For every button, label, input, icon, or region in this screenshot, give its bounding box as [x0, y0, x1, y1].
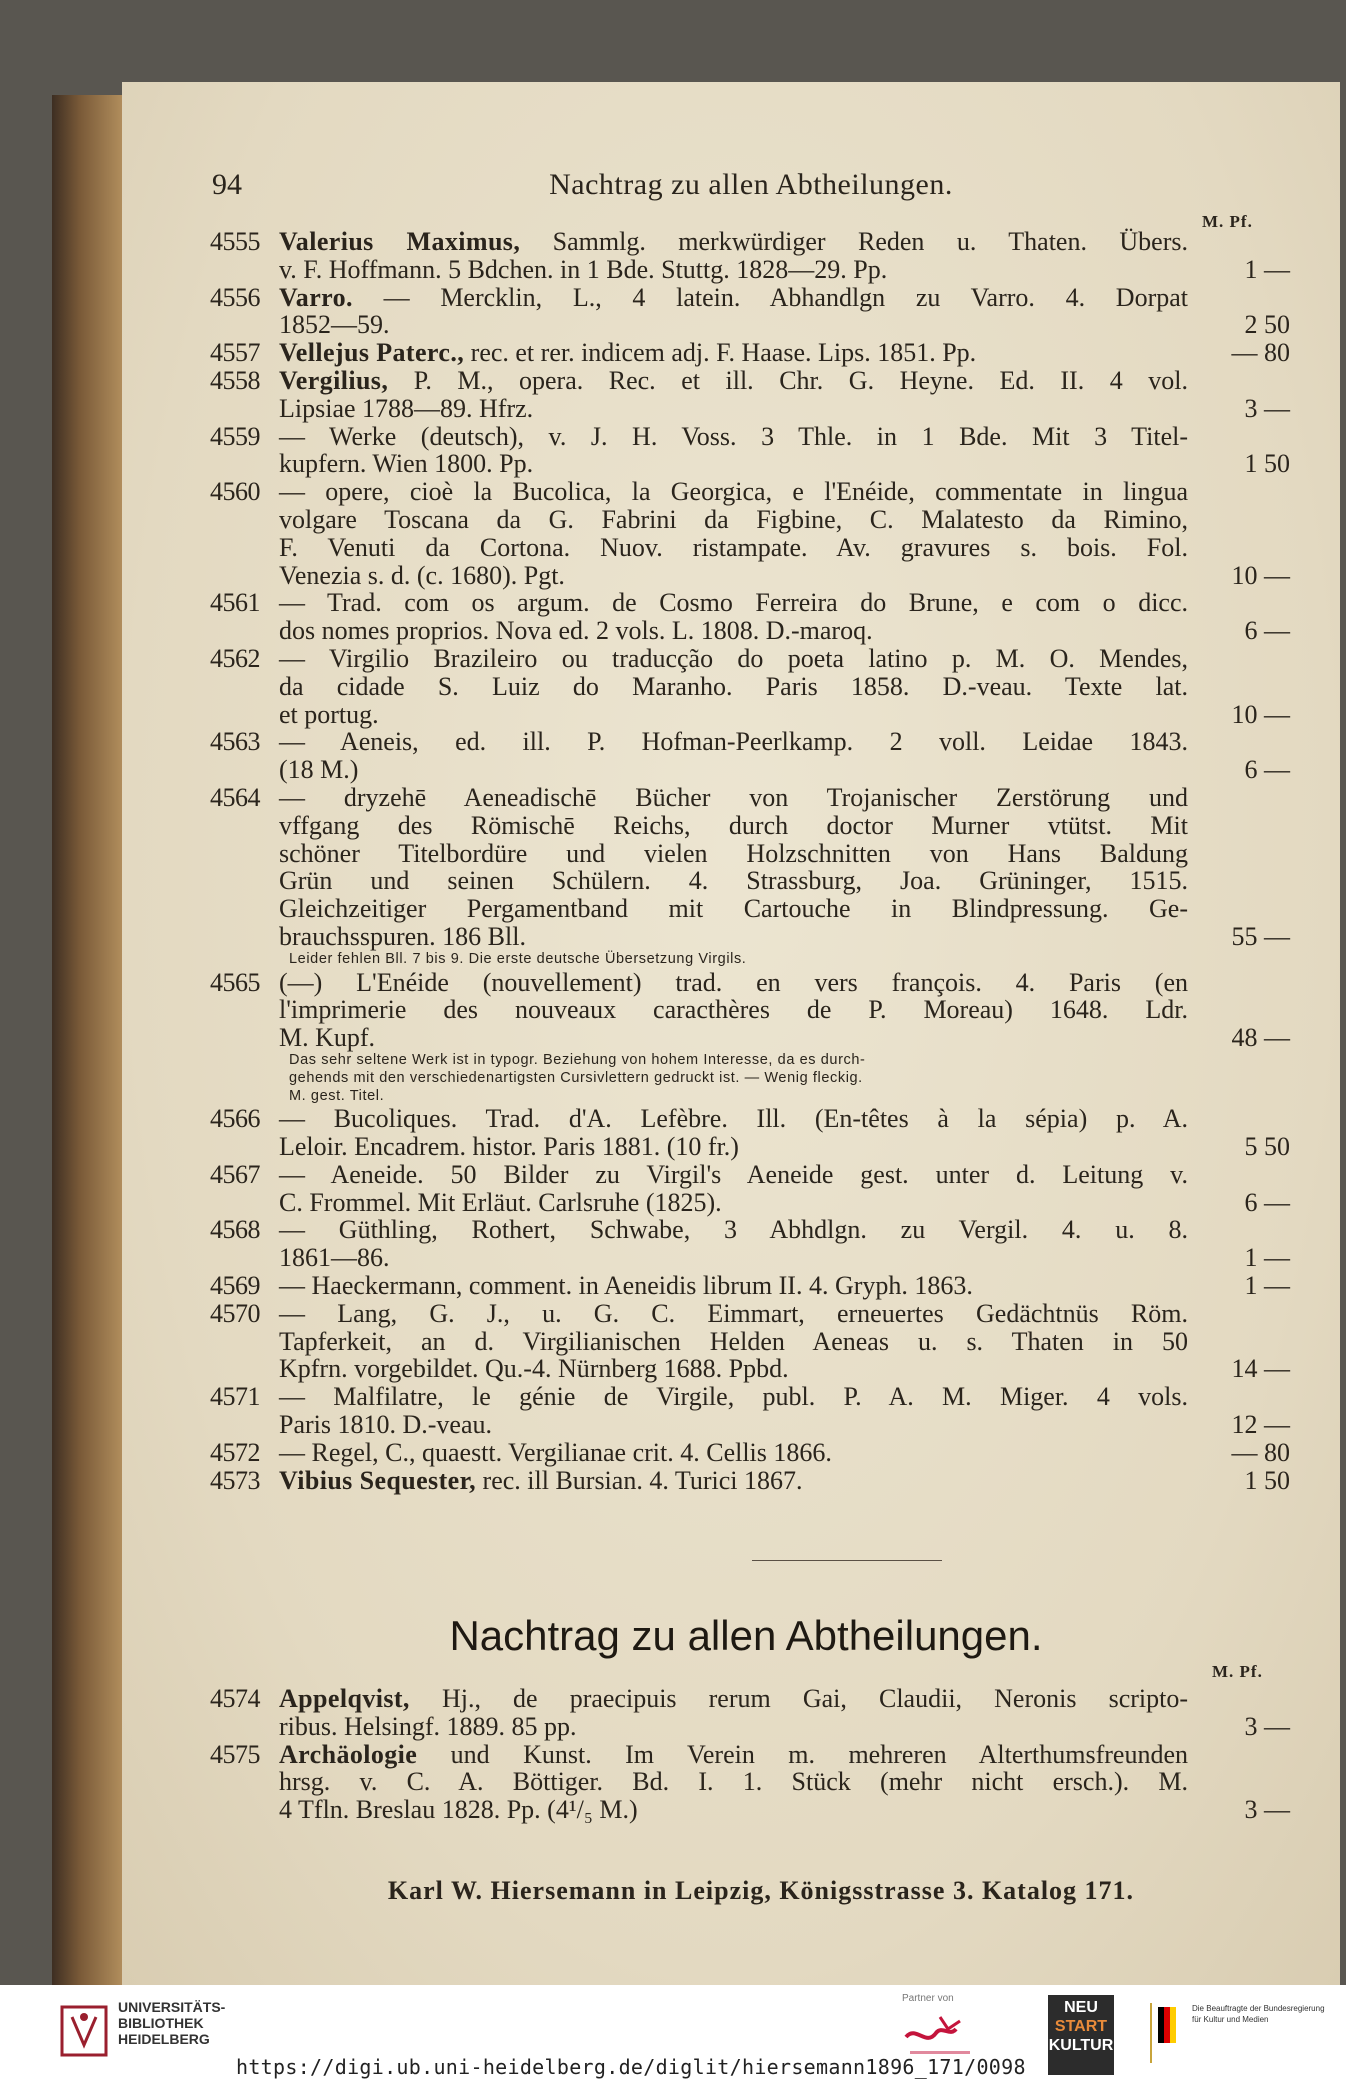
- entry-description: M. Kupf.: [279, 1023, 376, 1053]
- book-page-edges: [52, 95, 122, 1985]
- entry-line: [279, 1133, 1290, 1161]
- entry-description: F. Venuti da Cortona. Nuov. ristampate. Av. gravures s. bois. Fol.: [279, 532, 1188, 562]
- library-name-line: HEIDELBERG: [118, 2031, 210, 2047]
- entry-line-text: [279, 701, 1188, 729]
- entry-description: C. Frommel. Mit Erläut. Carlsruhe (1825).: [279, 1187, 722, 1217]
- catalog-entry: [210, 367, 1290, 423]
- entry-line: [279, 1467, 1290, 1495]
- entry-number: 4566: [210, 1104, 260, 1134]
- entry-note-line: Das sehr seltene Werk ist in typogr. Beziehung von hohem Interesse, da es durch-: [289, 1051, 866, 1068]
- neustart-kultur-logo[interactable]: [1048, 1995, 1114, 2075]
- publisher-footer: Karl W. Hiersemann in Leipzig, Königsstrasse 3. Katalog 171.: [387, 1876, 1135, 1905]
- entry-text: [279, 589, 1290, 645]
- entry-description: und Kunst. Im Verein m. mehreren Alterthumsfreunden: [417, 1739, 1188, 1769]
- entry-headword: Vellejus Paterc.,: [279, 338, 465, 368]
- entry-description: 4 Tfln. Breslau 1828. Pp. (4¹/₅ M.): [279, 1795, 638, 1825]
- entry-headword: Vibius Sequester,: [279, 1465, 477, 1495]
- entry-line: [279, 367, 1290, 395]
- currency-header: M. Pf.: [1202, 212, 1253, 231]
- entry-number: 4575: [210, 1739, 260, 1769]
- entry-line: [279, 1328, 1290, 1356]
- entry-line-text: [279, 367, 1188, 395]
- entry-text: [279, 478, 1290, 589]
- entry-list: [210, 228, 1290, 1494]
- entry-line: [279, 1161, 1290, 1189]
- entry-description: dos nomes proprios. Nova ed. 2 vols. L. 1808. D.-maroq.: [279, 616, 873, 646]
- entry-description: (—) L'Enéide (nouvellement) trad. en vers françois. 4. Paris (en: [279, 967, 1188, 997]
- entry-line-text: [279, 784, 1188, 812]
- entry-line: [279, 589, 1290, 617]
- entry-note-line: gehends mit den verschiedenartigsten Cursivlettern gedruckt ist. — Wenig fleckig.: [289, 1069, 863, 1086]
- entry-description: (18 M.): [279, 755, 359, 785]
- entry-line: [279, 969, 1290, 997]
- entry-line: [279, 923, 1290, 951]
- entry-description: P. M., opera. Rec. et ill. Chr. G. Heyne. Ed. II. 4 vol.: [388, 365, 1188, 395]
- entry-price: 1 —: [1244, 254, 1290, 284]
- entry-description: hrsg. v. C. A. Böttiger. Bd. I. 1. Stück (mehr nicht ersch.). M.: [279, 1767, 1188, 1797]
- entry-line: [279, 645, 1290, 673]
- entry-description: — Regel, C., quaestt. Vergilianae crit. 4. Cellis 1866.: [279, 1437, 832, 1467]
- catalog-entry: [210, 284, 1290, 340]
- entry-number: 4561: [210, 588, 260, 618]
- entry-price: 6 —: [1244, 755, 1290, 785]
- entry-text: [279, 728, 1290, 784]
- entry-line-text: [279, 534, 1188, 562]
- entry-price: 3 —: [1244, 1795, 1290, 1825]
- catalog-entry: [210, 1272, 1290, 1300]
- entry-number: 4568: [210, 1215, 260, 1245]
- entry-description: Leloir. Encadrem. histor. Paris 1881. (10 fr.): [279, 1132, 739, 1162]
- catalog-entry: [210, 1216, 1290, 1272]
- section-currency-header: M. Pf.: [1212, 1662, 1263, 1681]
- entry-line-text: [279, 1105, 1188, 1133]
- entry-line: [279, 1411, 1290, 1439]
- entry-line: [279, 228, 1290, 256]
- entry-number: 4574: [210, 1684, 260, 1713]
- entry-headword: Archäologie: [279, 1739, 418, 1769]
- entry-line-text: [279, 996, 1188, 1024]
- catalog-entry: [210, 969, 1290, 1106]
- entry-line: [279, 1105, 1290, 1133]
- entry-line-text: [279, 756, 1188, 784]
- entry-description: — Malfilatre, le génie de Virgile, publ. P. A. M. Miger. 4 vols.: [279, 1382, 1188, 1412]
- entry-line-text: [279, 1189, 1188, 1217]
- entry-text: [279, 284, 1290, 340]
- entry-price: 55 —: [1231, 921, 1290, 951]
- entry-price: 6 —: [1244, 1187, 1290, 1217]
- entry-price: 1 50: [1244, 1465, 1290, 1495]
- entry-number: 4573: [210, 1465, 260, 1495]
- entry-price: — 80: [1231, 338, 1290, 368]
- entry-line: [279, 1024, 1290, 1052]
- entry-price: 1 50: [1244, 449, 1290, 479]
- entry-description: Gleichzeitiger Pergamentband mit Cartouche in Blindpressung. Ge-: [279, 894, 1188, 924]
- entry-description: — Trad. com os argum. de Cosmo Ferreira do Brune, e com o dicc.: [279, 588, 1188, 618]
- entry-line-text: [279, 506, 1188, 534]
- entry-price: 12 —: [1231, 1410, 1290, 1440]
- entry-description: — Werke (deutsch), v. J. H. Voss. 3 Thle. in 1 Bde. Mit 3 Titel-: [279, 421, 1188, 451]
- entry-note: [279, 951, 1290, 969]
- entry-text: [279, 1685, 1290, 1741]
- entry-line: [279, 756, 1290, 784]
- entry-line: [279, 728, 1290, 756]
- entry-line-text: [279, 1768, 1188, 1796]
- entry-line: [279, 617, 1290, 645]
- entry-number: 4571: [210, 1382, 260, 1412]
- catalog-entry: [210, 1300, 1290, 1383]
- entry-description: volgare Toscana da G. Fabrini da Figbine, C. Malatesto da Rimino,: [279, 504, 1188, 534]
- entry-text: [279, 423, 1290, 479]
- entry-text: [279, 339, 1290, 367]
- entry-line-text: [279, 1300, 1188, 1328]
- entry-line: [279, 812, 1290, 840]
- entry-description: l'imprimerie des nouveaux caracthères de P. Moreau) 1648. Ldr.: [279, 995, 1188, 1025]
- entry-description: Kpfrn. vorgebildet. Qu.-4. Nürnberg 1688. Ppbd.: [279, 1354, 789, 1384]
- entry-number: 4558: [210, 365, 260, 395]
- entry-price: 3 —: [1244, 1711, 1290, 1741]
- entry-line: [279, 1189, 1290, 1217]
- entry-price: 6 —: [1244, 616, 1290, 646]
- entry-text: [279, 1216, 1290, 1272]
- entry-line-text: [279, 1355, 1188, 1383]
- catalog-entry: [210, 423, 1290, 479]
- entry-number: 4564: [210, 782, 260, 812]
- neustart-line: KULTUR: [1048, 2037, 1114, 2054]
- entry-line-text: [279, 895, 1188, 923]
- entry-line-text: [279, 1244, 1188, 1272]
- entry-description: Venezia s. d. (c. 1680). Pgt.: [279, 560, 565, 590]
- entry-line-text: [279, 339, 1188, 367]
- catalog-entry: [210, 228, 1290, 284]
- neustart-line: START: [1054, 2018, 1108, 2035]
- entry-text: [279, 228, 1290, 284]
- entry-note-line: M. gest. Titel.: [289, 1087, 385, 1104]
- entry-number: 4555: [210, 227, 260, 256]
- page-number: 94: [212, 168, 242, 201]
- entry-line: [279, 1272, 1290, 1300]
- federal-eagle-icon: [1158, 2007, 1184, 2043]
- entry-line-text: [279, 311, 1188, 339]
- entry-number: 4572: [210, 1437, 260, 1467]
- running-head: Nachtrag zu allen Abtheilungen.: [549, 168, 953, 201]
- entry-line-text: [279, 1713, 1188, 1741]
- entry-headword: Varro.: [279, 282, 353, 312]
- section-divider: [752, 1560, 942, 1561]
- entry-line-text: [279, 1328, 1188, 1356]
- entry-price: 14 —: [1231, 1354, 1290, 1384]
- entry-line-text: [279, 923, 1188, 951]
- entry-description: — Aeneide. 50 Bilder zu Virgil's Aeneide gest. unter d. Leitung v.: [279, 1159, 1188, 1189]
- entry-note: [279, 1052, 1290, 1105]
- entry-text: [279, 784, 1290, 969]
- entry-line-text: [279, 645, 1188, 673]
- entry-line-text: [279, 812, 1188, 840]
- catalog-entry: [210, 1383, 1290, 1439]
- entry-number: 4570: [210, 1298, 260, 1328]
- entry-description: et portug.: [279, 699, 379, 729]
- entry-line-text: [279, 1272, 1188, 1300]
- entry-line-text: [279, 840, 1188, 868]
- entry-line: [279, 895, 1290, 923]
- entry-number: 4567: [210, 1159, 260, 1189]
- entry-number: 4556: [210, 282, 260, 312]
- entry-text: [279, 1439, 1290, 1467]
- entry-line: [279, 701, 1290, 729]
- entry-line: [279, 562, 1290, 590]
- entry-description: rec. et rer. indicem adj. F. Haase. Lips. 1851. Pp.: [464, 338, 977, 368]
- catalog-entry: [210, 784, 1290, 969]
- entry-number: 4563: [210, 727, 260, 757]
- ddb-logo-icon[interactable]: [900, 2007, 980, 2062]
- entry-description: — Virgilio Brazileiro ou traducção do poeta latino p. M. O. Mendes,: [279, 643, 1188, 673]
- catalog-entry: [210, 1685, 1290, 1741]
- entry-description: — Mercklin, L., 4 latein. Abhandlgn zu Varro. 4. Dorpat: [352, 282, 1188, 312]
- catalog-entry: [210, 645, 1290, 728]
- entry-line-text: [279, 284, 1188, 312]
- entry-price: 10 —: [1231, 560, 1290, 590]
- digitization-bar: [0, 1985, 1346, 2081]
- partner-label: Partner von: [902, 1993, 954, 2004]
- entry-line-text: [279, 1467, 1188, 1495]
- entry-line: [279, 1768, 1290, 1796]
- catalog-entry: [210, 1161, 1290, 1217]
- entry-description: ribus. Helsingf. 1889. 85 pp.: [279, 1711, 577, 1741]
- entry-price: 1 —: [1244, 1271, 1290, 1301]
- entry-description: Paris 1810. D.-veau.: [279, 1410, 493, 1440]
- entry-price: 5 50: [1244, 1132, 1290, 1162]
- entry-line: [279, 867, 1290, 895]
- entry-line: [279, 840, 1290, 868]
- entry-line-text: [279, 1216, 1188, 1244]
- entry-line-text: [279, 478, 1188, 506]
- entry-description: v. F. Hoffmann. 5 Bdchen. in 1 Bde. Stuttg. 1828—29. Pp.: [279, 254, 888, 284]
- entry-line: [279, 284, 1290, 312]
- catalog-entry: [210, 478, 1290, 589]
- entry-line: [279, 996, 1290, 1024]
- entry-line: [279, 1685, 1290, 1713]
- section-entry-list: [210, 1685, 1290, 1824]
- entry-line-text: [279, 228, 1188, 256]
- entry-price: 1 —: [1244, 1243, 1290, 1273]
- entry-line: [279, 1383, 1290, 1411]
- university-seal-icon: [58, 2003, 110, 2059]
- entry-text: [279, 1383, 1290, 1439]
- entry-description: 1861—86.: [279, 1243, 390, 1273]
- section-title: Nachtrag zu allen Abtheilungen.: [449, 1612, 1043, 1659]
- entry-description: schöner Titelbordüre und vielen Holzschnitten von Hans Baldung: [279, 838, 1188, 868]
- library-name[interactable]: [118, 1999, 225, 2047]
- entry-line-text: [279, 1439, 1188, 1467]
- entry-description: Grün und seinen Schülern. 4. Strassburg, Joa. Grüninger, 1515.: [279, 866, 1188, 896]
- entry-line-text: [279, 1133, 1188, 1161]
- neustart-line: NEU: [1064, 1999, 1098, 2016]
- entry-text: [279, 367, 1290, 423]
- entry-number: 4562: [210, 643, 260, 673]
- entry-note-line: Leider fehlen Bll. 7 bis 9. Die erste deutsche Übersetzung Virgils.: [289, 950, 747, 967]
- entry-description: Hj., de praecipuis rerum Gai, Claudii, Neronis scripto-: [409, 1684, 1188, 1713]
- catalog-page: [122, 82, 1340, 1985]
- entry-line-text: [279, 673, 1188, 701]
- entry-line-text: [279, 969, 1188, 997]
- entry-line-text: [279, 1741, 1188, 1769]
- entry-line-text: [279, 423, 1188, 451]
- entry-text: [279, 1300, 1290, 1383]
- entry-line: [279, 339, 1290, 367]
- entry-price: — 80: [1231, 1437, 1290, 1467]
- entry-text: [279, 969, 1290, 1106]
- entry-text: [279, 1467, 1290, 1495]
- entry-line-text: [279, 256, 1188, 284]
- catalog-entry: [210, 339, 1290, 367]
- catalog-entry: [210, 728, 1290, 784]
- entry-line-text: [279, 1161, 1188, 1189]
- entry-line-text: [279, 728, 1188, 756]
- entry-description: Lipsiae 1788—89. Hfrz.: [279, 393, 534, 423]
- entry-description: rec. ill Bursian. 4. Turici 1867.: [476, 1465, 803, 1495]
- entry-headword: Valerius Maximus,: [279, 227, 521, 256]
- entry-description: — Bucoliques. Trad. d'A. Lefèbre. Ill. (En-têtes à la sépia) p. A.: [279, 1104, 1188, 1134]
- entry-line: [279, 784, 1290, 812]
- entry-price: 48 —: [1231, 1023, 1290, 1053]
- entry-text: [279, 645, 1290, 728]
- entry-price: 3 —: [1244, 393, 1290, 423]
- entry-text: [279, 1161, 1290, 1217]
- entry-line-text: [279, 1411, 1188, 1439]
- entry-number: 4565: [210, 967, 260, 997]
- catalog-entry: [210, 1105, 1290, 1161]
- entry-line-text: [279, 1383, 1188, 1411]
- entry-description: brauchsspuren. 186 Bll.: [279, 921, 526, 951]
- catalog-entry: [210, 1467, 1290, 1495]
- entry-description: — opere, cioè la Bucolica, la Georgica, e l'Enéide, commentate in lingua: [279, 477, 1188, 507]
- entry-line: [279, 1741, 1290, 1769]
- entry-line-text: [279, 1685, 1188, 1713]
- entry-description: vffgang des Römischē Reichs, durch doctor Murner vtütst. Mit: [279, 810, 1188, 840]
- entry-line: [279, 1796, 1290, 1824]
- entry-line-text: [279, 589, 1188, 617]
- bkm-line: für Kultur und Medien: [1192, 2015, 1269, 2024]
- catalog-entry: [210, 1439, 1290, 1467]
- entry-description: — Güthling, Rothert, Schwabe, 3 Abhdlgn. zu Vergil. 4. u. 8.: [279, 1215, 1188, 1245]
- entry-text: [279, 1272, 1290, 1300]
- entry-line: [279, 1439, 1290, 1467]
- entry-description: kupfern. Wien 1800. Pp.: [279, 449, 534, 479]
- entry-line: [279, 395, 1290, 423]
- entry-line: [279, 478, 1290, 506]
- entry-price: 10 —: [1231, 699, 1290, 729]
- entry-line-text: [279, 562, 1188, 590]
- entry-line-text: [279, 1024, 1188, 1052]
- entry-line-text: [279, 1796, 1188, 1824]
- entry-description: — dryzehē Aeneadischē Bücher von Trojanischer Zerstörung und: [279, 782, 1188, 812]
- entry-line: [279, 1713, 1290, 1741]
- entry-line: [279, 1216, 1290, 1244]
- entry-description: Tapferkeit, an d. Virgilianischen Helden Aeneas u. s. Thaten in 50: [279, 1326, 1188, 1356]
- entry-line-text: [279, 450, 1188, 478]
- entry-description: 1852—59.: [279, 310, 390, 340]
- entry-line: [279, 534, 1290, 562]
- entry-line: [279, 673, 1290, 701]
- entry-headword: Appelqvist,: [279, 1684, 410, 1713]
- entry-line: [279, 256, 1290, 284]
- entry-description: — Aeneis, ed. ill. P. Hofman-Peerlkamp. 2 voll. Leidae 1843.: [279, 727, 1188, 757]
- entry-number: 4560: [210, 477, 260, 507]
- entry-description: Sammlg. merkwürdiger Reden u. Thaten. Übers.: [520, 227, 1188, 256]
- entry-number: 4569: [210, 1271, 260, 1301]
- entry-description: da cidade S. Luiz do Maranho. Paris 1858. D.-veau. Texte lat.: [279, 671, 1188, 701]
- entry-number: 4559: [210, 421, 260, 451]
- entry-line-text: [279, 395, 1188, 423]
- entry-description: — Haeckermann, comment. in Aeneidis librum II. 4. Gryph. 1863.: [279, 1271, 973, 1301]
- entry-line: [279, 423, 1290, 451]
- library-name-line: BIBLIOTHEK: [118, 2015, 204, 2031]
- entry-line-text: [279, 867, 1188, 895]
- library-name-line: UNIVERSITÄTS-: [118, 1999, 226, 2015]
- entry-line: [279, 1244, 1290, 1272]
- entry-line: [279, 1355, 1290, 1383]
- entry-line: [279, 311, 1290, 339]
- entry-line-text: [279, 617, 1188, 645]
- entry-text: [279, 1741, 1290, 1824]
- entry-line: [279, 506, 1290, 534]
- entry-text: [279, 1105, 1290, 1161]
- catalog-entry: [210, 589, 1290, 645]
- catalog-entry: [210, 1741, 1290, 1824]
- page-url[interactable]: https://digi.ub.uni-heidelberg.de/diglit/hiersemann1896_171/0098: [236, 2055, 1026, 2079]
- entry-line: [279, 1300, 1290, 1328]
- entry-price: 2 50: [1244, 310, 1290, 340]
- entry-number: 4557: [210, 338, 260, 368]
- entry-description: — Lang, G. J., u. G. C. Eimmart, erneuertes Gedächtnüs Röm.: [279, 1298, 1188, 1328]
- entry-line: [279, 450, 1290, 478]
- entry-headword: Vergilius,: [279, 365, 389, 395]
- bkm-line: Die Beauftragte der Bundesregierung: [1192, 2004, 1325, 2013]
